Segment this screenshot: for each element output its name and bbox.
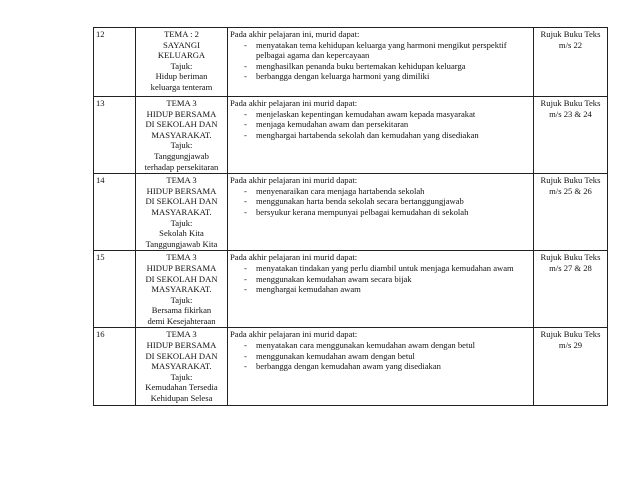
reference-line: m/s 22 <box>558 39 583 50</box>
theme-line: HIDUP BERSAMA <box>146 340 217 351</box>
theme-line: Tajuk: <box>170 217 193 228</box>
objectives-list <box>230 263 531 295</box>
table-row <box>94 251 608 328</box>
theme-line: Tajuk: <box>170 371 193 382</box>
theme-line: Bersama fikirkan <box>151 305 212 316</box>
theme-line: keluarga tenteram <box>150 81 213 92</box>
theme-line: MASYARAKAT. <box>151 284 212 295</box>
theme-line: Kemudahan Tersedia <box>145 382 218 393</box>
theme-line: TEMA 3 <box>166 252 197 263</box>
objectives-list <box>230 186 531 218</box>
learning-objectives-cell <box>228 97 534 174</box>
objective-item: - menyatakan tindakan yang perlu diambil untuk menjaga kemudahan awam <box>244 262 514 273</box>
theme-line: Sekolah Kita <box>159 228 204 239</box>
objective-text: menghargai kemudahan awam <box>256 284 361 295</box>
week-cell: 14 <box>94 174 136 251</box>
objective-item: - menghargai hartabenda sekolah dan kemudahan yang disediakan <box>244 129 479 140</box>
objective-item: - menyatakan tema kehidupan keluarga yang harmoni mengikut perspektif pelbagai agama dan kepercayaan <box>244 39 507 61</box>
reference-cell <box>534 174 608 251</box>
objective-item: - menghasilkan penanda buku bertemakan kehidupan keluarga <box>244 60 466 71</box>
theme-cell <box>136 97 228 174</box>
theme-line: DI SEKOLAH DAN <box>145 273 218 284</box>
objective-text: menghargai hartabenda sekolah dan kemudahan yang disediakan <box>256 129 479 140</box>
objective-item: - menggunakan harta benda sekolah secara bertanggungjawab <box>244 196 464 207</box>
objective-text: menyatakan cara menggunakan kemudahan awam dengan betul <box>256 340 476 351</box>
reference-line: Rujuk Buku Teks <box>540 175 601 186</box>
theme-line: demi Kesejahteraan <box>147 315 216 326</box>
objective-text: menjelaskan kepentingan kemudahan awam kepada masyarakat <box>256 108 476 119</box>
theme-line: Kehidupan Selesa <box>150 393 213 404</box>
week-cell: 13 <box>94 97 136 174</box>
objectives-list <box>230 340 531 372</box>
objective-text: menyenaraikan cara menjaga hartabenda sekolah <box>256 185 425 196</box>
table-row <box>94 174 608 251</box>
objective-item: - menyatakan cara menggunakan kemudahan awam dengan betul <box>244 340 476 351</box>
theme-cell <box>136 174 228 251</box>
objective-text: menghasilkan penanda buku bertemakan kehidupan keluarga <box>256 60 466 71</box>
objective-text: berbangga dengan kemudahan awam yang disediakan <box>256 361 441 372</box>
reference-cell <box>534 28 608 97</box>
theme-line: TEMA 3 <box>166 329 197 340</box>
theme-line: MASYARAKAT. <box>151 206 212 217</box>
objective-text: bersyukur kerana mempunyai pelbagai kemudahan di sekolah <box>256 206 469 217</box>
theme-line: KELUARGA <box>157 50 206 61</box>
objective-item: - menjaga kemudahan awam dan persekitaran <box>244 119 409 130</box>
reference-line: m/s 29 <box>558 340 583 351</box>
objectives-list <box>230 109 531 141</box>
theme-cell <box>136 251 228 328</box>
objective-item: - menghargai kemudahan awam <box>244 284 361 295</box>
reference-cell <box>534 97 608 174</box>
objectives-intro: Pada akhir pelajaran ini, murid dapat: <box>230 29 360 39</box>
theme-line: TEMA : 2 <box>164 29 199 39</box>
learning-objectives-cell <box>228 251 534 328</box>
theme-line: Tajuk: <box>170 294 193 305</box>
reference-line: Rujuk Buku Teks <box>540 98 601 108</box>
table-row <box>94 328 608 405</box>
theme-line: HIDUP BERSAMA <box>146 108 217 119</box>
objective-item: - menggunakan kemudahan awam secara bijak <box>244 273 412 284</box>
theme-line: Hidup beriman <box>155 71 208 82</box>
theme-line: Tajuk: <box>170 60 193 71</box>
objective-item: - berbangga dengan keluarga harmoni yang dimiliki <box>244 71 430 82</box>
objectives-intro: Pada akhir pelajaran ini murid dapat: <box>230 175 358 186</box>
theme-line: SAYANGI <box>163 39 200 50</box>
reference-line: m/s 27 & 28 <box>549 262 592 273</box>
theme-cell <box>136 28 228 97</box>
theme-line: DI SEKOLAH DAN <box>145 119 218 130</box>
reference-line: Rujuk Buku Teks <box>540 329 601 340</box>
objective-item: - berbangga dengan kemudahan awam yang disediakan <box>244 361 441 372</box>
theme-line: HIDUP BERSAMA <box>146 262 217 273</box>
week-cell: 12 <box>94 28 136 97</box>
theme-line: Tanggungjawab <box>154 150 209 161</box>
theme-line: DI SEKOLAH DAN <box>145 350 218 361</box>
lesson-plan-table <box>93 27 608 406</box>
objective-text: menyatakan tindakan yang perlu diambil untuk menjaga kemudahan awam <box>256 262 514 273</box>
learning-objectives-cell <box>228 28 534 97</box>
theme-cell <box>136 328 228 405</box>
learning-objectives-cell <box>228 328 534 405</box>
reference-cell <box>534 328 608 405</box>
theme-line: DI SEKOLAH DAN <box>145 196 218 207</box>
objective-text: menyatakan tema kehidupan keluarga yang harmoni mengikut perspektif pelbagai agama dan kepercayaan <box>256 39 507 61</box>
objectives-list <box>230 40 531 82</box>
learning-objectives-cell <box>228 174 534 251</box>
objective-item: - menggunakan kemudahan awam dengan betul <box>244 350 415 361</box>
objective-text: menggunakan harta benda sekolah secara bertanggungjawab <box>256 196 464 207</box>
reference-cell <box>534 251 608 328</box>
objectives-intro: Pada akhir pelajaran ini murid dapat: <box>230 252 358 263</box>
objective-text: menggunakan kemudahan awam secara bijak <box>256 273 412 284</box>
objective-item: - bersyukur kerana mempunyai pelbagai kemudahan di sekolah <box>244 206 469 217</box>
theme-line: Tajuk: <box>170 140 193 151</box>
table-row <box>94 97 608 174</box>
theme-line: TEMA 3 <box>166 98 197 108</box>
objective-item: - menyenaraikan cara menjaga hartabenda sekolah <box>244 185 425 196</box>
theme-line: MASYARAKAT. <box>151 129 212 140</box>
table-row <box>94 28 608 97</box>
objective-text: menggunakan kemudahan awam dengan betul <box>256 350 415 361</box>
reference-line: Rujuk Buku Teks <box>540 252 601 263</box>
objective-text: berbangga dengan keluarga harmoni yang dimiliki <box>256 71 430 82</box>
theme-line: terhadap persekitaran <box>144 161 219 172</box>
reference-line: m/s 25 & 26 <box>549 185 592 196</box>
theme-line: TEMA 3 <box>166 175 197 186</box>
objective-text: menjaga kemudahan awam dan persekitaran <box>256 119 409 130</box>
objectives-intro: Pada akhir pelajaran ini murid dapat: <box>230 98 358 108</box>
theme-line: HIDUP BERSAMA <box>146 185 217 196</box>
objectives-intro: Pada akhir pelajaran ini murid dapat: <box>230 329 358 340</box>
reference-line: m/s 23 & 24 <box>549 108 592 119</box>
theme-line: Tanggungjawab Kita <box>145 238 218 249</box>
week-cell: 16 <box>94 328 136 405</box>
reference-line: Rujuk Buku Teks <box>540 29 601 39</box>
week-cell: 15 <box>94 251 136 328</box>
theme-line: MASYARAKAT. <box>151 361 212 372</box>
objective-item: - menjelaskan kepentingan kemudahan awam kepada masyarakat <box>244 108 476 119</box>
